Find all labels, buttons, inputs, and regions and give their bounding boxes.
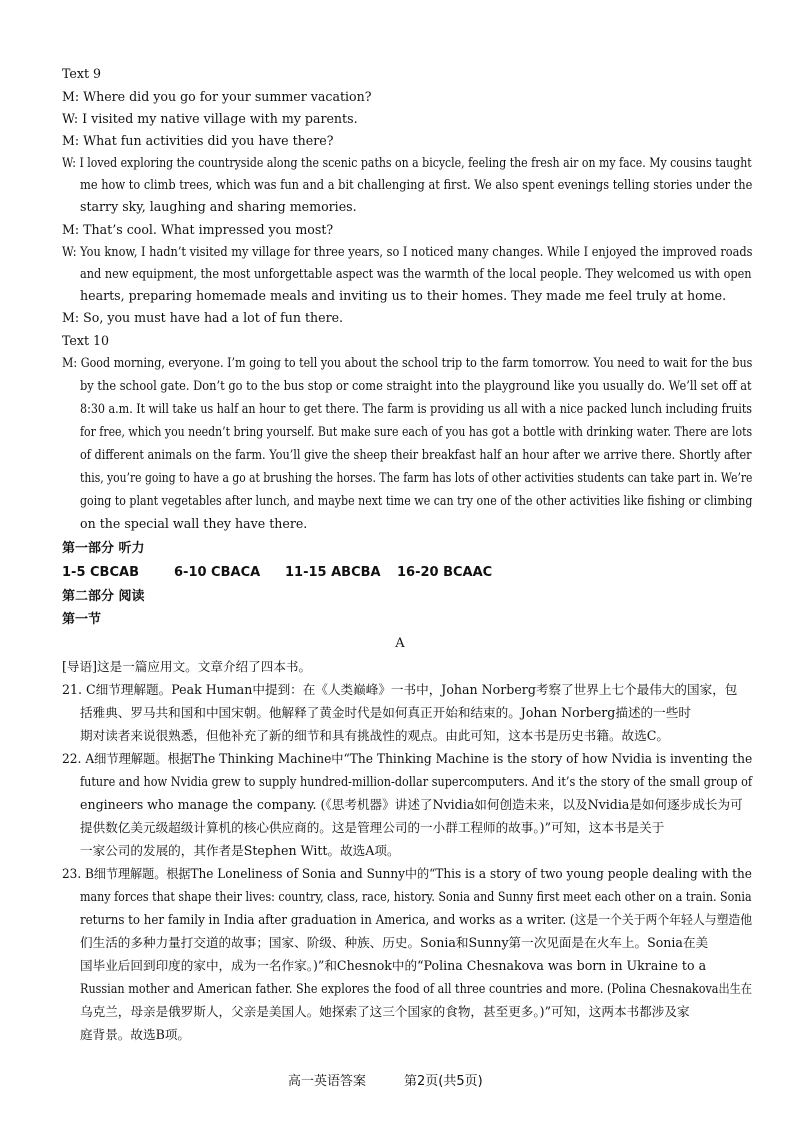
explanation-line: 括雅典、罗马共和国和中国宋朝。他解释了黄金时代是如何真正开始和结束的。Johan Norberg描述的一些时 bbox=[80, 705, 691, 720]
text9-heading: Text 9 bbox=[62, 66, 102, 81]
explanation-line: 提供数亿美元级超级计算机的核心供应商的。这是管理公司的一小群工程师的故事。)”可知，这本书是关于 bbox=[80, 820, 665, 835]
explanation-line: many forces that shape their lives: country, class, race, history. Sonia and Sunny first meet each other on a train. Sonia bbox=[80, 889, 752, 904]
section-title: 第一节 bbox=[62, 612, 102, 627]
text10-line: M: Good morning, everyone. I’m going to tell you about the school trip to the farm tomorrow. You need to wait for the bus bbox=[62, 355, 753, 370]
text9-line: M: So, you must have had a lot of fun there. bbox=[62, 310, 344, 325]
explanation-line: 们生活的多种力量打交道的故事；国家、阶级、种族、历史。Sonia和Sunny第一次见面是在火车上。Sonia在美 bbox=[80, 935, 709, 950]
answer-group: 11-15 ABCBA bbox=[285, 565, 381, 580]
text10-line: this, you’re going to have a go at brushing the horses. The farm has lots of other activities students can take part in. We’re bbox=[80, 470, 753, 485]
text9-line: M: That’s cool. What impressed you most? bbox=[62, 222, 334, 237]
text9-line: M: What fun activities did you have there? bbox=[62, 133, 334, 148]
text9-line: W: I loved exploring the countryside along the scenic paths on a bicycle, feeling the fresh air on my face. My cousins taught bbox=[62, 155, 752, 170]
explanation-line: 一家公司的发展的，其作者是Stephen Witt。故选A项。 bbox=[80, 843, 400, 858]
text10-line: 8:30 a.m. It will take us half an hour to get there. The farm is providing us all with a nice packed lunch including fruits bbox=[80, 401, 753, 416]
part2-title: 第二部分 阅读 bbox=[62, 589, 145, 604]
text9-line: W: I visited my native village with my parents. bbox=[62, 111, 358, 126]
footer-page-number: 第2页(共5页) bbox=[404, 1074, 483, 1089]
passage-label: A bbox=[395, 636, 405, 651]
text10-line: on the special wall they have there. bbox=[80, 516, 308, 531]
answer-group: 16-20 BCAAC bbox=[397, 565, 493, 580]
explanation-line: [导语]这是一篇应用文。文章介绍了四本书。 bbox=[62, 659, 312, 674]
explanation-line: Russian mother and American father. She explores the food of all three countries and more. (Polina Chesnakova出生在 bbox=[80, 981, 753, 996]
text9-line: starry sky, laughing and sharing memories. bbox=[80, 199, 357, 214]
explanation-line: returns to her family in India after graduation in America, and works as a writer. (这是一个关于两个年轻人与塑造他 bbox=[80, 912, 753, 927]
text9-line: me how to climb trees, which was fun and a bit challenging at first. We also spent evenings telling stories under the bbox=[80, 177, 753, 192]
text9-line: and new equipment, the most unforgettable aspect was the warmth of the local people. They welcomed us with open bbox=[80, 266, 752, 281]
explanation-line: 国毕业后回到印度的家中，成为一名作家。)”和Chesnok中的“Polina Chesnakova was born in Ukraine to a bbox=[80, 958, 707, 973]
explanation-line: 22. A细节理解题。根据The Thinking Machine中“The Thinking Machine is the story of how Nvidia is inventing the bbox=[62, 751, 753, 766]
text9-line: M: Where did you go for your summer vacation? bbox=[62, 89, 372, 104]
text10-line: going to plant vegetables after lunch, and maybe next time we can try one of the other activities like fishing or climbing bbox=[80, 493, 753, 508]
text10-line: of different animals on the farm. You’ll give the sheep their breakfast half an hour after we arrive there. Shortly after bbox=[80, 447, 752, 462]
text10-heading: Text 10 bbox=[62, 333, 110, 348]
explanation-line: 乌克兰，母亲是俄罗斯人，父亲是美国人。她探索了这三个国家的食物，甚至更多。)”可知，这两本书都涉及家 bbox=[80, 1004, 690, 1019]
text10-line: for free, which you needn’t bring yourself. But make sure each of you has got a bottle with drinking water. There are lots bbox=[80, 424, 753, 439]
explanation-line: 期对读者来说很熟悉，但他补充了新的细节和具有挑战性的观点。由此可知，这本书是历史书籍。故选C。 bbox=[80, 728, 669, 743]
part1-title: 第一部分 听力 bbox=[62, 541, 145, 556]
explanation-line: 庭背景。故选B项。 bbox=[80, 1027, 191, 1042]
answer-group: 1-5 CBCAB bbox=[62, 565, 139, 580]
footer-subject: 高一英语答案 bbox=[288, 1074, 367, 1089]
answer-group: 6-10 CBACA bbox=[174, 565, 261, 580]
text9-line: hearts, preparing homemade meals and inviting us to their homes. They made me feel truly at home. bbox=[80, 288, 727, 303]
explanation-line: 21. C细节理解题。Peak Human中提到：在《人类巅峰》一书中，Johan Norberg考察了世界上七个最伟大的国家，包 bbox=[62, 682, 738, 697]
explanation-line: 23. B细节理解题。根据The Loneliness of Sonia and Sunny中的“This is a story of two young people dealing with the bbox=[62, 866, 752, 881]
explanation-line: engineers who manage the company. (《思考机器》讲述了Nvidia如何创造未来，以及Nvidia是如何逐步成长为可 bbox=[80, 797, 743, 812]
text10-line: by the school gate. Don’t go to the bus stop or come straight into the playground like you usually do. We’ll set off at bbox=[80, 378, 752, 393]
explanation-line: future and how Nvidia grew to supply hundred-million-dollar supercomputers. And it’s the story of the small group of bbox=[80, 774, 753, 789]
text9-line: W: You know, I hadn’t visited my village for three years, so I noticed many changes. While I enjoyed the improved roads bbox=[62, 244, 753, 259]
